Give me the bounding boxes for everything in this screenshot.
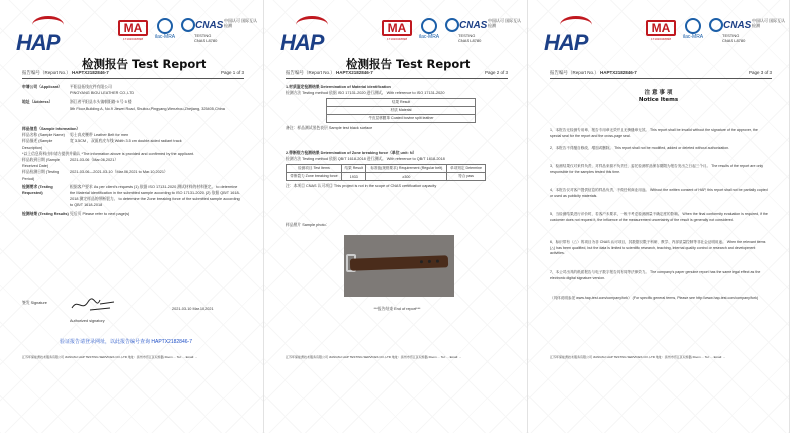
table-header: 单项判定 Determine [447, 165, 486, 173]
report-page-1 [0, 0, 264, 433]
cnas-logo: CNAS TESTING CNAS L8780 [709, 18, 749, 42]
divider [286, 78, 508, 79]
sample-photo [344, 235, 454, 297]
table-row: 带断裂力 Zone breaking force 1933 ≥300 符合 pass [287, 173, 486, 181]
divider [22, 78, 244, 79]
website-reference[interactable]: （具体说明参见 www.hap-test.com/company/fork） (For specific general terms, Please see http://www.hap-test.com/company/fork) [550, 296, 759, 300]
ma-logo: MA 171020348998 [118, 20, 148, 42]
notice-item: 1、本报告无检测专用章、报告专用章无效并且无骑缝章无效。 This report shall be invalid without the signature of the approver, the special seal for the report and the cross-page seal. [550, 128, 758, 138]
page-footer: 江苏环保能源技术服务有限公司 JIANGSU HAP TESTING SERVICES CO.,LTD 地址：扬州市邗江区双桥路 Room ... Tel: ... Email: ... [286, 355, 462, 359]
ilac-mra-logo: ilac-MRA [416, 18, 442, 42]
authorized-signatory: Authorized signatory [70, 319, 105, 323]
page-footer: 江苏环保能源技术服务有限公司 JIANGSU HAP TESTING SERVICES CO.,LTD 地址：扬州市邗江区双桥路 Room ... Tel: ... Email: ... [22, 355, 198, 359]
verification-link[interactable]: 验证报告请登录网址，以此报告编号查询 HAPTX2182846-7 [60, 339, 192, 345]
ma-logo: MA 171020348998 [646, 20, 676, 42]
notice-title-en: Notice Items [638, 97, 679, 103]
page-number: Page 2 of 3 [484, 70, 508, 75]
cn-accreditation-stamp: 中国认可 国际互认 检测 [488, 18, 522, 28]
page-number: Page 1 of 3 [220, 70, 244, 75]
cnas-logo: CNAS TESTING CNAS L8780 [445, 18, 485, 42]
material-table: 结果 Result 材质 Material 牛皮层移膜革 Coated bovine split leather [326, 98, 476, 123]
page-number: Page 3 of 3 [748, 70, 772, 75]
sample-info-block: 样品信息（Sample Information） 样品名称 (Sample Name) 男士真皮腰带 Leather Belt for men 样品描述 (Sample Description)宽 3.5CM ，双面底皮车线 Width 3.5 cm double-sided radiant track *以上信息资料由申请方提供并确认 *The information above is provided and confirmed by the applicant. 样品收到日期 (Sample Received Date)2021-03-06（Mar.06,2021） 样品检测日期 (Testing Period)2021-03-06—2021-03-10（Mar.06,2021 to Mar.10,2021） 检测要求 (Testing Requested)根据客户要求 As per client's requests (1) 依据 ISO 17131-2020 测试材料的材料鉴定。 to determine the Material identification in the submitted sample according to ISO 17131-2020. (2) 依据 QB/T 1618-2018 测定样品的带断裂力。 to determine the Zone breaking force of the submitted sample according to QB/T 1618-2018 检测结果 (Testing Results)见后页 Please refer to next page(s) [22, 127, 240, 216]
hap-logo: HAP [280, 16, 330, 58]
leather-belt-strap [350, 255, 448, 270]
page-title: 检测报告 Test Report [82, 57, 207, 71]
sample-photo-label: 样品照片 Sample photo： [286, 223, 330, 227]
report-page-2 [264, 0, 528, 433]
report-number-row: 报告编号（Report No.） HAPTX2182846-7 Page 2 of 3 [286, 70, 508, 75]
sign-date: 2021-03-10 Mar.10,2021 [172, 307, 214, 311]
breaking-force-table [286, 164, 486, 181]
report-number-row: 报告编号（Report No.） HAPTX2182846-7 Page 3 of 3 [550, 70, 772, 75]
notice-item: 3、检测结果仅对来样负责，对样品来源不负责任，委托检测样品保存期限为报告发出之日起三个月。 The results of the report are only responsible for the samples tested this time. [550, 164, 764, 174]
notice-item: 6、标识带有（△）的项目为非 CNAS 认可项目，其数据仅限于科研、教学、内部质量控制等非社会证明用途。 When the relevant items (△) has been qualified, but the data is limited to scientific research, teaching, internal quality control or research and development activities. [550, 240, 766, 255]
page-header [264, 14, 527, 71]
notice-item: 7、本公司出具的纸质报告与电子数字报告具有同等法律效力。 The company's paper genuine report has the same legal effect as the electronic digital signature version. [550, 270, 761, 280]
page-header [528, 14, 789, 64]
material-section: 1.材质鉴定检测结果 Determination of Material identification 检测方法 Testing method 依据 ISO 17131-2020 进行测试。 With reference to ISO 17131-2020 结果 Result 材质 Material 牛皮层移膜革 Coated bovine split leather 备注：样品测试黑色表层 Sample test black surface [286, 84, 508, 132]
hap-logo: HAP [16, 16, 66, 58]
report-number-row: 报告编号（Report No.） HAPTX2182846-7 Page 1 of 3 [22, 70, 244, 75]
table-header: 结果 Result [341, 165, 366, 173]
divider [550, 78, 772, 79]
cnas-logo: CNAS TESTING CNAS L8780 [181, 18, 221, 42]
cn-accreditation-stamp: 中国认可 国际互认 检测 [224, 18, 258, 28]
table-header: 标准值(规格要求) Requirement (Regular belt) [366, 165, 447, 173]
cn-accreditation-stamp: 中国认可 国际互认 检测 [752, 18, 786, 28]
signature-block: 签发 Signature [22, 301, 47, 305]
applicant-block: 申请公司（Applicant） 平阳县拓线皮件有限公司 PINGYANG BIGU LEATHER CO.,LTD 地址（Address） 浙江省平阳县水头镇朝阳路 9 号 5 楼 5th Floor,Building A, No.9 Jiewei Road, Shuitou,Pingyang,Wenzhou,Zhejiang, 325405,China [22, 85, 225, 111]
table-header: 检测项目 Test Items [287, 165, 342, 173]
page-header [0, 14, 263, 71]
ilac-mra-logo: ilac-MRA [152, 18, 178, 42]
ma-logo: MA 171020348998 [382, 20, 412, 42]
page-footer: 江苏环保能源技术服务有限公司 JIANGSU HAP TESTING SERVICES CO.,LTD 地址：扬州市邗江区双桥路 Room ... Tel: ... Email: ... [550, 355, 726, 359]
ilac-mra-logo: ilac-MRA [680, 18, 706, 42]
notice-title-cn: 注 意 事 项 [644, 90, 673, 96]
end-of-report: ***报告结束 End of report*** [373, 307, 421, 311]
notice-item: 2、本报告不得擅自修改、增加或删除。 This report shall not be modified, added or deleted without authorization. [550, 146, 730, 150]
hap-logo: HAP [544, 16, 594, 58]
notice-item: 5、当检测结果进行评价时，若客户未要求，一般不考虑检测测量不确定度的影响。 When the final conformity evaluation is required, if the customer does not request it, the influence of the measurement uncertainty of the result is generally not considered. [550, 212, 768, 222]
breaking-force-section: 2.带断裂力检测结果 Determination of Zone breaking force（单位 unit: N） 检测方法 Testing method 依据 QB/T 1618-2018 进行测试。 With reference to QB/T 1618-2018 检测项目 Test Items 结果 Result 标准值(规格要求) Requirement (Regular belt) 单项判定 Determine 带断裂力 Zone breaking force 1933 ≥300 符合 pass 注：本项目 CNAS 认可项目 This project is not in the scope of CNAS certification capacity [286, 150, 508, 190]
report-page-3 [528, 0, 790, 433]
page-title: 检测报告 Test Report [346, 57, 471, 71]
notice-item: 4、本报告仅对客户提供信息的样品负责，不做任何商业用途。 Without the written consent of HAP, this report shall not be partially copied or used as publicity materials. [550, 188, 768, 198]
